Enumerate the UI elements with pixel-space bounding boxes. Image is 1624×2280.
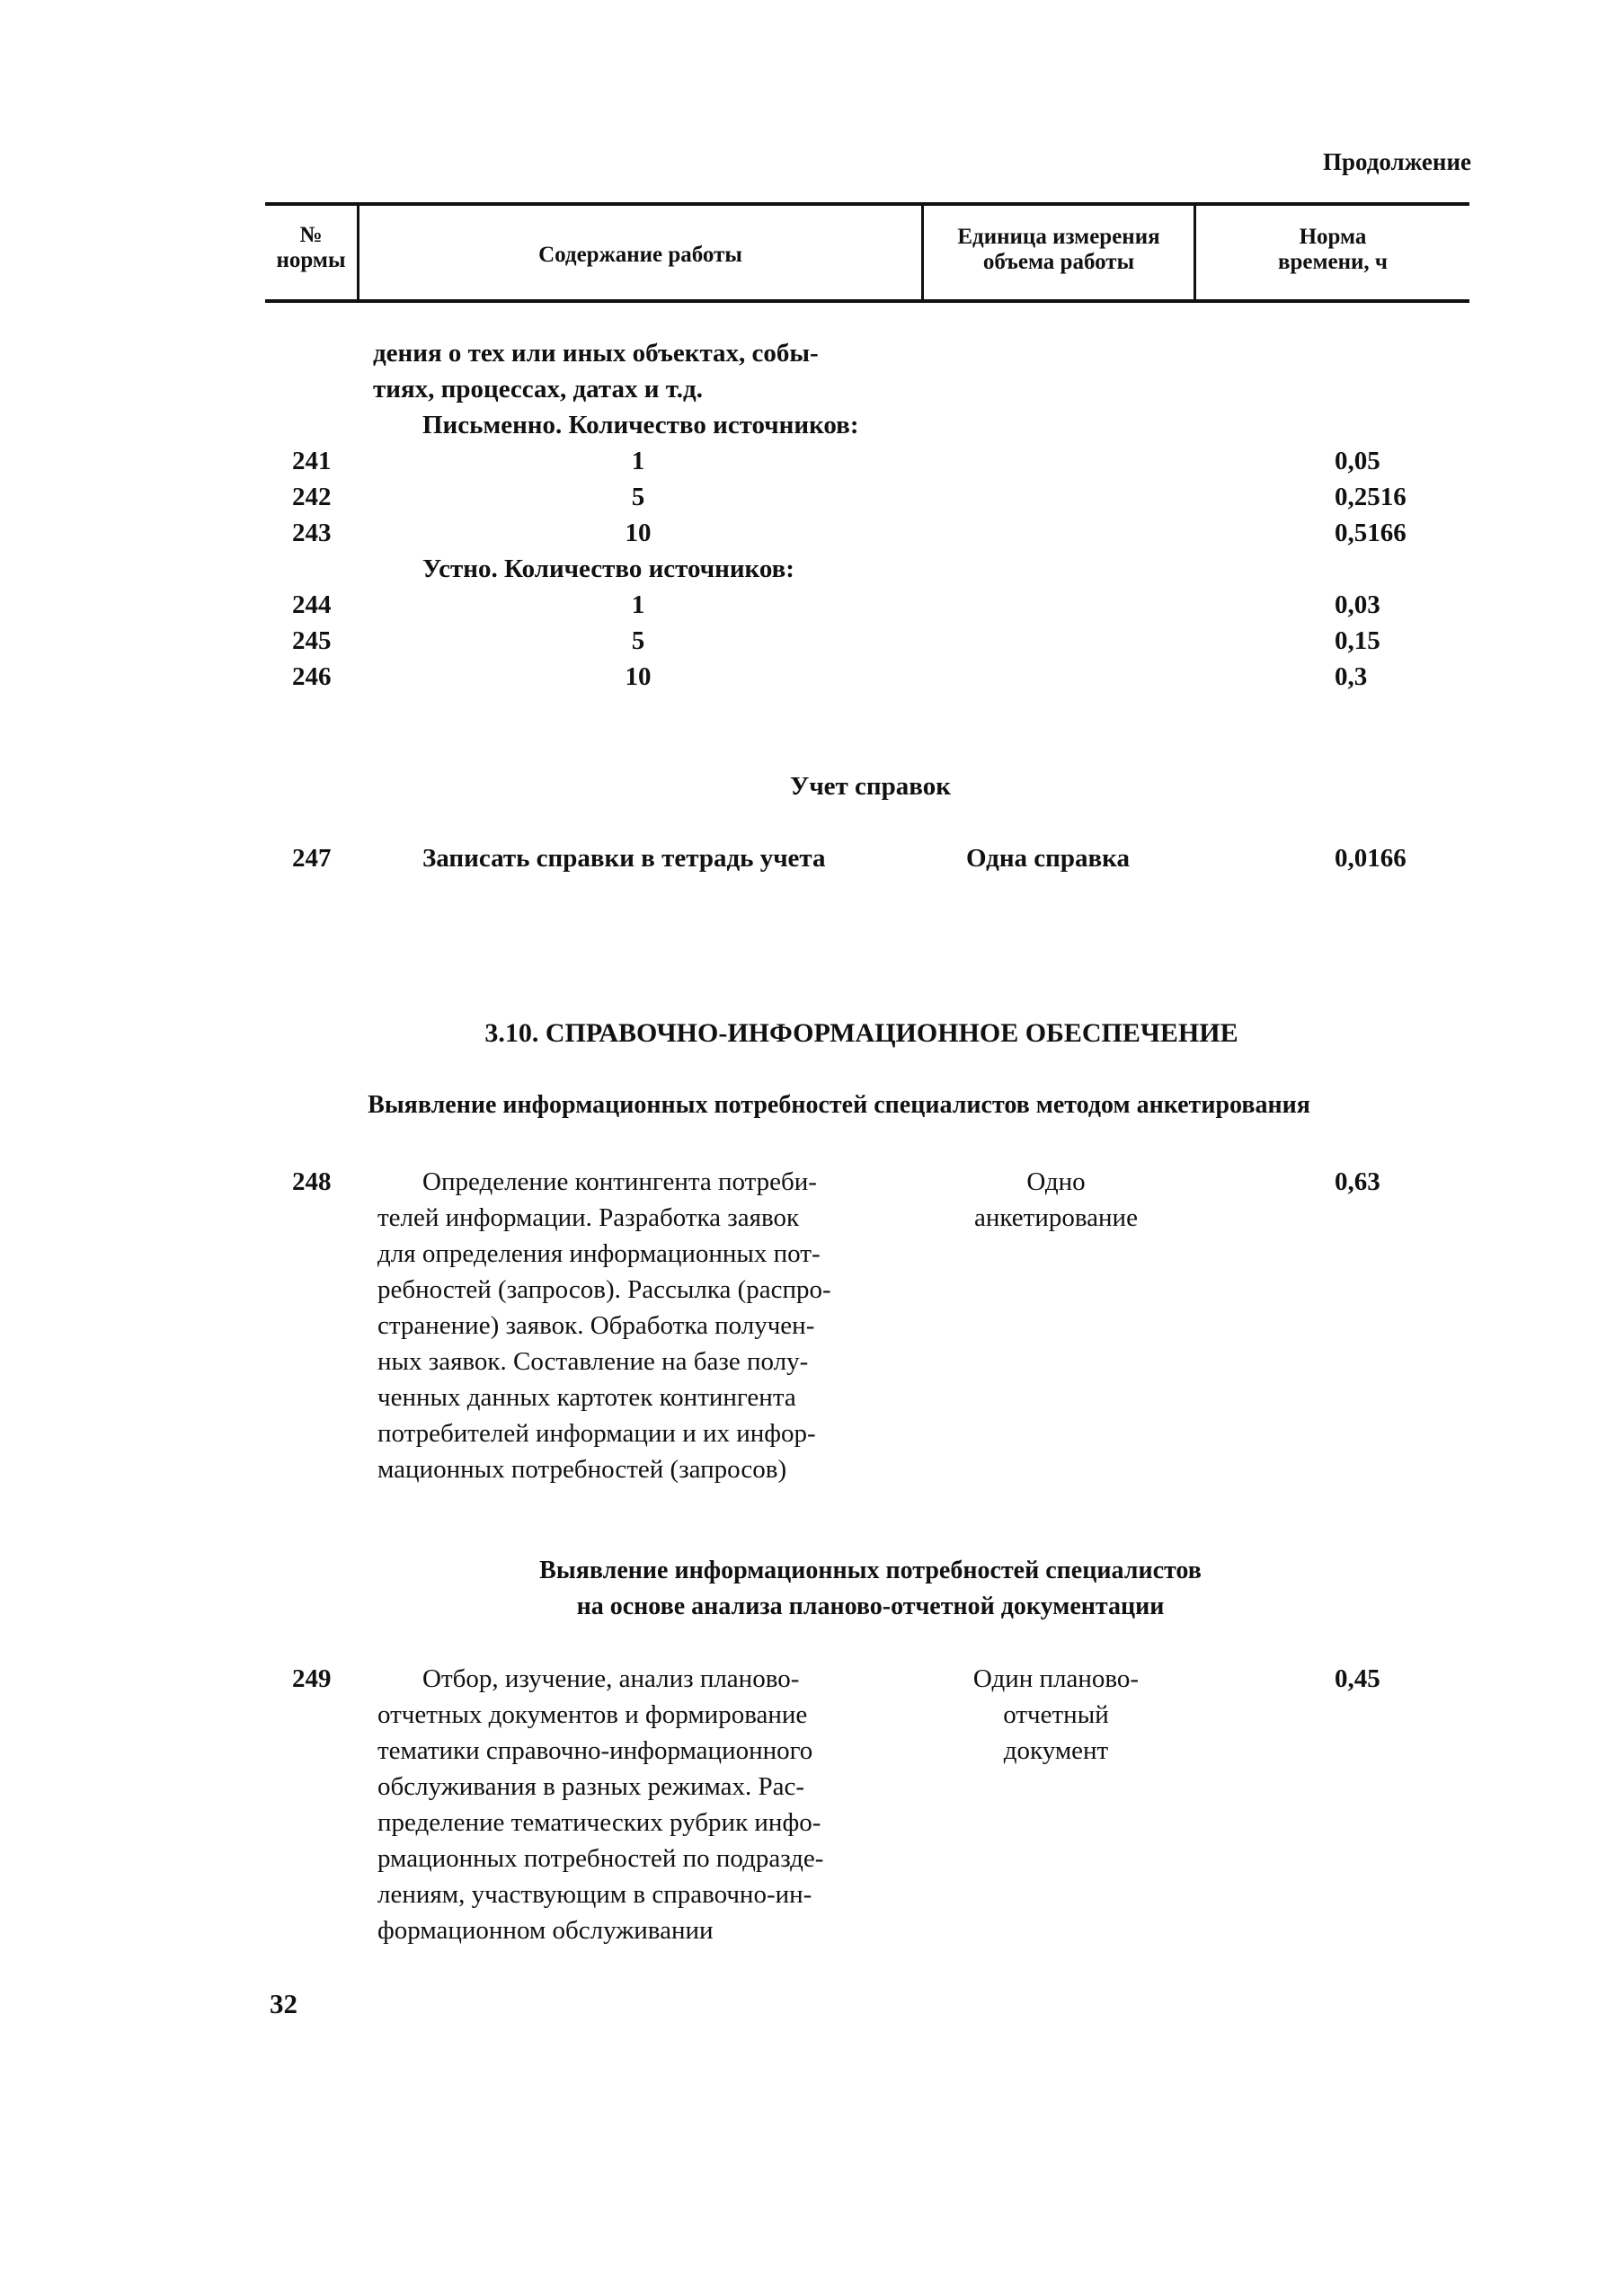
row-241-count: 1 [631, 447, 645, 475]
row-245-norm: 0,15 [1335, 626, 1380, 655]
row-243-count: 10 [625, 519, 652, 547]
subsection-docs-heading: Выявление информационных потребностей специалистов на основе анализа планово-отчетной документации [539, 1557, 1202, 1620]
subsection-survey-heading: Выявление информационных потребностей специалистов методом анкетирования [368, 1091, 1310, 1119]
row-246-norm: 0,3 [1335, 662, 1368, 691]
row-249-number: 249 [292, 1664, 332, 1693]
subsection-account-heading: Учет справок [790, 772, 951, 801]
written-heading: Письменно. Количество источников: [422, 411, 859, 439]
row-244-norm: 0,03 [1335, 590, 1380, 619]
row-242-number: 242 [292, 483, 332, 511]
row-244-count: 1 [631, 590, 645, 619]
row-241-number: 241 [292, 447, 332, 475]
header-col-norm: Норма времени, ч [1277, 225, 1389, 274]
intro-line-2: тиях, процессах, датах и т.д. [373, 375, 703, 404]
page-number: 32 [270, 1988, 297, 2019]
row-245-number: 245 [292, 626, 332, 655]
row-242-count: 5 [631, 483, 645, 511]
row-241-norm: 0,05 [1335, 447, 1380, 475]
row-245-count: 5 [631, 626, 645, 655]
oral-heading: Устно. Количество источников: [422, 554, 794, 583]
row-248-norm: 0,63 [1335, 1167, 1380, 1196]
header-col-unit: Единица измерения объема работы [957, 225, 1160, 274]
continuation-label: Продолжение [1323, 148, 1471, 175]
row-249-norm: 0,45 [1335, 1664, 1380, 1693]
row-246-number: 246 [292, 662, 332, 691]
header-col-number: № нормы [276, 223, 346, 272]
row-248-content: Определение контингента потреби- телей информации. Разработка заявок для определения информационных пот- ребностей (запросов). Рассылка (распро- странение) заявок. Обработка получен- ных заявок. Составление на базе полу- ченных данных картотек контингента потребителей информации и их инфор- мационных потребностей (запросов) [377, 1167, 831, 1484]
row-242-norm: 0,2516 [1335, 483, 1407, 511]
row-246-count: 10 [625, 662, 652, 691]
row-247-unit: Одна справка [966, 844, 1130, 873]
row-249-content: Отбор, изучение, анализ планово- отчетных документов и формирование тематики справочно-информационного обслуживания в разных режимах. Рас- пределение тематических рубрик инфо- рмационных потребностей по подразде- лениям, участвующим в справочно-ин- формационном обслуживании [377, 1664, 824, 1945]
row-247-norm: 0,0166 [1335, 844, 1407, 873]
row-244-number: 244 [292, 590, 332, 619]
row-249-unit: Один планово- отчетный документ [972, 1664, 1140, 1765]
row-248-unit: Одно анкетирование [974, 1167, 1138, 1232]
section-title: 3.10. СПРАВОЧНО-ИНФОРМАЦИОННОЕ ОБЕСПЕЧЕНИЕ [484, 1018, 1238, 1048]
header-top-rule [265, 202, 1469, 206]
header-bottom-rule [265, 299, 1469, 303]
row-243-number: 243 [292, 519, 332, 547]
intro-line-1: дения о тех или иных объектах, собы- [373, 339, 819, 368]
row-248-number: 248 [292, 1167, 332, 1196]
row-247-number: 247 [292, 844, 332, 873]
row-247-content: Записать справки в тетрадь учета [422, 844, 826, 873]
header-col-content: Содержание работы [538, 243, 742, 267]
row-243-norm: 0,5166 [1335, 519, 1407, 547]
